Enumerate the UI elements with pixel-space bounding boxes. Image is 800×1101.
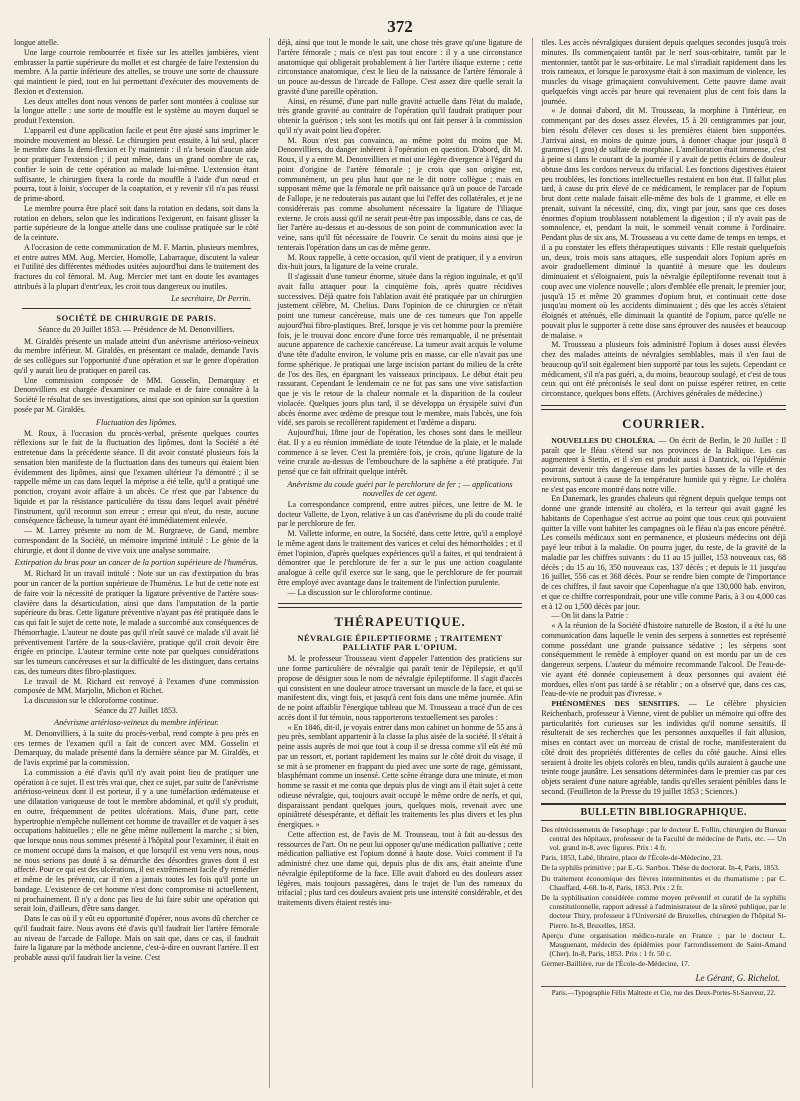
subheading-perchlorure: Anévrisme du coude guéri par le perchlorure de fer ; — applications nouvelles de cet agent. bbox=[287, 479, 513, 498]
paragraph: La commission a été d'avis qu'il n'y avait point lieu de pratiquer une opération à ce sujet. Il est très vrai que, chez ce sujet, par suite de l'anévrisme artérioso-veineux dont il est porteur, il y a une tuméfaction œdémateuse et une dilatation variqueuse de tout le membre abdominal, et qu'il s'y produit, en outre, fréquemment de petites ulcérations. Mais, d'une part, cette hypertrophie n'empêche nullement cet homme de travailler et de vaquer à ses occupations habituelles ; elle ne gêne même nullement la marche ; si bien, que lorsque nous nous sommes présenté à l'hôpital pour l'examiner, il était en ce moment occupé dans la maison, et que lorsqu'il est venu vers nous, nous ne nous serions pas douté à sa démarche des désordres graves dont il est affecté. Pour ce qui est des ulcérations, il est extrêmement facile d'y remédier et même de les prévenir, car il n'en a jamais toutes les fois qu'il porte un bandage. L'existence de cet homme n'est donc compromise ni actuellement, ni prochainement. Il n'y a donc pas lieu de lui faire subir une opération qui serait loin, d'ailleurs, d'être sans danger. bbox=[14, 767, 259, 914]
biblio-entry: Du traitement économique des fièvres intermittentes et du rhumatisme ; par C. Chauffard, 4-68. In-8, Paris, 1853. Prix : 2 fr. bbox=[541, 873, 786, 892]
subheading-fluctuation: Fluctuation des lipômes. bbox=[95, 417, 177, 427]
paragraph: Cette affection est, de l'avis de M. Trousseau, tout à fait au-dessus des ressources de l'art. On ne peut lui opposer qu'une médication palliative ; cette médication palliative est l'opium donné à haute dose. Voici comment il l'a administré chez une dame qui, depuis plus de dix ans, était atteinte d'une névralgie épileptiforme de la face. Elle avait d'abord eu des douleurs assez légères, mais toujours passagères, dans le trajet de l'un des rameaux du trifacial ; plus tard ces douleurs avaient pris une intensité considérable, et des traitements divers étaient restés inu- bbox=[277, 829, 523, 907]
biblio-entry: Des rétrécissements de l'œsophage ; par le docteur E. Follin, chirurgien du Bureau central des hôpitaux, professeur de la Faculté de médecine de Paris, etc. — Un vol. grand in-8, avec figures. Prix : 4 fr. bbox=[541, 824, 786, 852]
divider bbox=[541, 405, 786, 410]
paragraph: Dans le cas où il y eût eu opportunité d'opérer, nous avons dû chercher ce qu'il faudrait faire. Nous avons été d'avis qu'il faudrait lier l'artère fémorale au niveau de l'arcade de Fallope. Mais on sait que, dans ce cas, il faudrait faire la ligature par la méthode ancienne, c'est-à-dire en ouvrant l'artère. Il est probable aussi qu'il faudrait lier la veine. C'est bbox=[14, 914, 259, 962]
section-title-bulletin: BULLETIN BIBLIOGRAPHIQUE. bbox=[541, 803, 786, 821]
biblio-entry: Aperçu d'une organisation médico-rurale en France ; par le docteur L. Mauguenant, médecin des épidémies pour l'arrondissement de Saint-Amand (Cher). In-8, Paris, 1853. Prix : 1 fr. 50 c. bbox=[541, 930, 786, 959]
secretary-signature: Le secrétaire, Dr Perrin. bbox=[171, 293, 251, 303]
society-title: SOCIÉTÉ DE CHIRURGIE DE PARIS. bbox=[56, 313, 217, 323]
paragraph: Les deux attelles dont nous venons de parler sont montées à coulisse sur la longue attelle : une sorte de mouffle est le système au moyen duquel se produit l'extension. bbox=[14, 96, 259, 125]
run-in-heading: PHÉNOMÈNES DES SENSITIFS. bbox=[551, 699, 680, 708]
session-subtitle-2: Séance du 27 Juillet 1853. bbox=[94, 705, 178, 715]
column-2 bbox=[269, 38, 523, 1088]
paragraph: Le membre pourra être placé soit dans la rotation en dedans, soit dans la rotation en dehors, selon que les indications l'exigeront, en faisant glisser la partie supérieure de la longue attelle dans une coulisse pratiquée sur le côté de la ceinture. bbox=[14, 203, 259, 242]
paragraph: « A la réunion de la Société d'histoire naturelle de Boston, il a été lu une communication dans laquelle le venin des serpens à sonnettes est représenté comme possédant une grande puissance sédative ; les sérpens sont conséquemment le remède à employer quand on est mordu par un de ces dangereux serpens. L'auteur du mémoire recommande l'alcool. De l'eau-de-vie ayant été donnée copieusement à deux personnes qui avaient été mordues, elles n'ont pas tardé à se rétablir ; on a observé que, dans ces cas, l'eau-de-vie ne produit pas d'ivresse. » bbox=[541, 621, 786, 699]
paragraph: « Je donnai d'abord, dit M. Trousseau, la morphine à l'intérieur, en commençant par des doses assez élevées, 15 à 20 centigrammes par jour, bien résolu d'élever ces doses si les premières étaient bien supportées. J'arrivai ainsi, en moins de quinze jours, à donner chaque jour jusqu'à 8 grammes (1 gros) de sulfate de morphine. L'amélioration était immense, c'est à peine si dans le courant de la journée il y avait de petits éclairs de douleur obtuse dans les cordons nerveux du trifacial. Les fonctions digestives étaient peu troublées, les fonctions intellectuelles restaient en bon état. Il fallut plus tard, à cause du prix élevé de ce médicament, le remplacer par de l'opium brut dont cette malade faisait elle-même des bols de 1 gramme, et elle en prenait, suivant la nécessité, cinq, dix, vingt par jour, sans que ces doses énormes d'opium troublassent notablement la digestion ; il n'y avait pas de somnolence, et, pendant la nuit, le sommeil venait comme à l'ordinaire. Pendant plus de six ans, M. Trousseau a vu cette dame de temps en temps, et il a pu constater les effets thérapeutiques suivants : Elle restait quelquefois un, deux, trois mois sans attaques, elle suspendait alors l'opium après en avoir graduellement diminué la quantité à mesure que les douleurs diminuaient et s'éloignaient, puis la névralgie épileptiforme revenait tout à coup avec une violence nouvelle ; alors d'emblée elle prenait, le premier jour, jusqu'à 15 et même 20 grammes d'opium brut, et continuait cette dose jusqu'au moment où les accidents diminuaient ; dès que les accès s'étaient éloignés et atténués, elle diminuait la quantité de l'opium, parce qu'elle ne pouvait plus le supporter à cette dose sans éprouver des nausées et beaucoup de malaise. » bbox=[541, 106, 786, 340]
paragraph: M. Trousseau a plusieurs fois administré l'opium à doses aussi élevées chez des malades atteints de névralgies semblables, mais il s'en faut de beaucoup qu'il soit également bien supporté par tous les sujets. Cependant ce médicament, s'il n'a pas guéri, a, du moins, beaucoup soulagé, et c'est de tous ceux qui ont été préconisés le seul dont on puisse espérer retirer, en cette circonstance, quelques bons effets. (Archives générales de médecine.) bbox=[541, 340, 786, 398]
paragraph: La correspondance comprend, entre autres pièces, une lettre de M. le docteur Vallette, de Lyon, relative à un cas d'anévrisme du pli du coude traité par le perchlorure de fer. bbox=[277, 499, 523, 529]
paragraph: Une large courroie rembourrée et fixée sur les attelles jambières, vient embrasser la partie supérieure du mollet et est chargée de faire l'extension du membre. A la partie inférieure des attelles, se trouve une sorte de chaussure qui maintient le pied, tout en lui permettant d'exécuter des mouvements de flexion et d'extension. bbox=[14, 47, 259, 96]
section-title-therapeutique: THÉRAPEUTIQUE. bbox=[334, 614, 466, 630]
paragraph: M. Richard lit un travail intitulé : Note sur un cas d'extirpation du bras pour un cancer de la portion supérieure de l'humérus. Le but de cette note est de faire voir la nécessité de pratiquer la ligature préventive de l'artère sous-clavière dans la désarticulation, ainsi que dans l'amputation de la partie supérieure du bras. Cette ligature préventive n'ayant pas été pratiquée dans le cas qui fait le sujet de cette note, le malade a succombé aux conséquences de l'hémorrhagie. L'auteur ne doute pas qu'il n'eût sauvé ce malade s'il avait lié préventivement l'artère de la sous-clavière, pratique qu'il croit devoir être érigée en principe. L'auteur termine cette note par quelques considérations sur les tumeurs cancéreuses et sur la difficulté de les distinguer, dans certains cas, des tumeurs dites fibro-plastiques. bbox=[14, 569, 259, 676]
gerant-signature: Le Gérant, G. Richelot. bbox=[695, 972, 781, 983]
divider bbox=[278, 603, 523, 608]
paragraph: M. Roux, à l'occasion du procès-verbal, présente quelques courtes réflexions sur le fait de la fluctuation des lipômes, dont la Société a été entretenue dans la précédente séance. Il dit avoir constaté plusieurs fois la sensation bien manifeste de la fluctuation dans des tumeurs qui étaient bien évidemment des lipômes, ainsi que l'examen ultérieur l'a démontré ; il se rappelle même un cas dans lequel la méprise a été telle, qu'il a pratiqué une ponction, croyant avoir affaire à un abcès. Ce n'est que par l'absence du liquide et par la résistance particulière du tissu dans lequel avait pénétré l'instrument, qu'il reconnut son erreur ; erreur qui n'eut, du reste, aucune conséquence fâcheuse, la tumeur ayant été immédiatement enlevée. bbox=[14, 428, 259, 526]
subheading-anevrisme: Anévrisme artérioso-veineux du membre inférieur. bbox=[54, 717, 219, 727]
biblio-entry: De la syphilisation considérée comme moyen préventif et curatif de la syphilis constitutionnelle, rapport adressé à l'administrateur de la sûreté publique, par le docteur Thiry, professeur à l'Université de Bruxelles, chirurgien de l'hôpital St-Pierre. In-8, Bruxelles, 1853. bbox=[541, 892, 786, 930]
paragraph: Une commission composée de MM. Gosselin, Demarquay et Denonvilliers est chargée d'examiner ce malade et de faire connaître à la Société le résultat de ses investigations, ainsi que son opinion sur la question posée par M. Giraldès. bbox=[14, 375, 259, 414]
columns bbox=[14, 38, 786, 1088]
paragraph: tiles. Les accès névralgiques duraient depuis quelques secondes jusqu'à trois minutes. Ils commençaient tantôt par le nerf sous-orbitaire, tantôt par le mentonnier, tantôt par le sus-orbitaire. Le mal s'irradiait rapidement dans les trois rameaux, et lorsque le paroxysme était à son maximum de violence, les muscles du visage grimaçaient convulsivement. Cette pauvre dame avait quelquefois vingt accès par heure qui revenaient plus de cent fois dans la journée. bbox=[541, 38, 786, 106]
biblio-entry: Paris, 1853, Labé, libraire, place de l'École-de-Médecine, 23. bbox=[541, 853, 723, 863]
run-in-heading: NOUVELLES DU CHOLÉRA. bbox=[551, 435, 656, 445]
paragraph: En Danemark, les grandes chaleurs qui règnent depuis quelque temps ont donné une grande intensité au choléra, et la terreur qui avait gagné les habitants de Copenhague s'est accrue au point que tous ceux qui pouvaient quitter la ville vont habiter les campagnes où le fléau n'a pas encore pénétré. Les conseils médicaux sont en permanence, et plusieurs médecins ont déjà payé leur tribut à la maladie. On pourra juger, du reste, de la gravité de la maladie par les chiffres suivants : du 11 au 15 juillet, 153 nouveaux cas, 68 décès ; du 15 au 16, 350 nouveaux cas, 137 décès ; et depuis le 11 jusqu'au 16 juillet, 556 cas et 368 décès. Pour se rendre bien compte de l'importance de ces chiffres, il faut savoir que Copenhague n'a que 130,000 hab. environ, et que ce chiffre correspondrait, pour une ville comme Paris, à 3 ou 4,000 cas et à 12 ou 1,500 décès par jour. bbox=[541, 494, 786, 611]
bibliography-list bbox=[541, 825, 786, 969]
paragraph-text: — On écrit de Berlin, le 20 Juillet : Il paraît que le fléau s'étend sur nos provinces de la Baltique. Les cas augmentent à Stettin, et il s'en est produit aussi à Dantzick, où l'épidémie pourrait devenir très dangereuse dans les parties basses de la ville et des environs, surtout à cause de la température humide qui y règne. Le choléra ne s'est pas encore montré dans notre ville. bbox=[541, 435, 786, 494]
paragraph: M. Denonvilliers, à la suite du procès-verbal, rend compte à peu près en ces termes de l'examen qu'il a fait de concert avec MM. Gosselin et Demarquay, du malade présenté dans la dernière séance par M. Giraldès, et de l'avis exprimé par la commission. bbox=[14, 728, 259, 767]
paragraph bbox=[541, 436, 786, 495]
paragraph: L'appareil est d'une application facile et peut être ajusté sans imprimer le moindre mouvement au blessé. Le chirurgien peut ensuite, à lui seul, placer le membre dans la demi-flexion et l'y maintenir : il n'a besoin d'aucun aide pour pratiquer l'extension ; il peut même, dans un grand nombre de cas, confier le soin de cette opération au malade lui-même. L'extension étant suffisante, le chirurgien fixera la corde du mouffle à l'aide d'un nœud et pourra, tout à loisir, s'occuper de la coaptation, et y revenir s'il n'a pas réussi de prime-abord. bbox=[14, 125, 259, 203]
paragraph-text: — Le célèbre physicien Reichenbach, professeur à Vienne, vient de publier un mémoire qui offre des particularités fort curieuses sur les individus qu'il nomme sensitifs. Il résulterait de ses recherches que les personnes auxquelles il fait allusion, mises en contact avec un morceau de cristal de roche, manifesteraient du côté droit des propriétés différentes de celles du côté gauche. Ainsi elles seraient à droite les objets colorés en bleu, tandis qu'ils auraient à gauche une teinte rouge jaunâtre. Les sensations déterminées dans le premier cas par ces objets seraient d'une nature agréable, tandis qu'elles seraient pénibles dans le second. (Feuilleton de la Presse du 19 juillet 1853 ; Sciences.) bbox=[541, 699, 786, 796]
column-3 bbox=[532, 38, 786, 1088]
paragraph: longue attelle. bbox=[14, 38, 59, 47]
paragraph: — La discussion sur le chloroforme continue. bbox=[287, 587, 433, 597]
paragraph: — M. Larrey présente au nom de M. Burgraeve, de Gand, membre correspondant de la Société, un mémoire imprimé intitulé : Le génie de la chirurgie, et dont il donne de vive voix une analyse sommaire. bbox=[14, 526, 259, 555]
column-1 bbox=[14, 38, 259, 1088]
paragraph: — On lit dans la Patrie : bbox=[551, 611, 629, 621]
page-number: 372 bbox=[387, 17, 413, 36]
paragraph: M. Vallette informe, en outre, la Société, dans cette lettre, qu'il a employé le même agent dans le traitement des varices et celui des hémorrhoïdes ; et il émet l'opinion, d'après quelques expériences qu'il a faites, et qui tendraient à démontrer que le perchlorure de fer a sur le pus une action coagulante analogue à celle qu'il exerce sur le sang, que le perchlorure de fer pourrait être employé avec avantage dans le traitement de l'infection purulente. bbox=[277, 529, 523, 587]
section-title-courrier: COURRIER. bbox=[622, 415, 706, 431]
article-heading-nevralgie: NÉVRALGIE ÉPILEPTIFORME ; TRAITEMENT PALLIATIF PAR L'OPIUM. bbox=[297, 634, 503, 653]
paragraph: Aujourd'hui, 18me jour de l'opération, les choses sont dans le meilleur état. Il y a eu réunion immédiate de toute l'étendue de la plaie, et le malade commence à se lever. C'est la première fois, je crois, qu'une ligature de la veine crurale au-dessus de l'embouchure de la saphène a été pratiquée. J'ai pensé que ce fait offrirait quelque intérêt. bbox=[277, 428, 523, 476]
paragraph: M. Roux rappelle, à cette occasion, qu'il vient de pratiquer, il y a environ dix-huit jours, la ligature de la veine crurale. bbox=[277, 252, 523, 272]
paragraph: Ainsi, en résumé, d'une part nulle gravité actuelle dans l'état du malade, très grande gravité au contraire de l'opération qu'il faudrait pratiquer pour obtenir la guérison ; tels sont les motifs qui ont fait penser à la commission qu'il n'y avait point lieu d'opérer. bbox=[277, 96, 523, 135]
paragraph: M. Roux n'est pas convaincu, au même point du moins que M. Denonvilliers, du danger inhérent à l'opération en question. D'abord, dit M. Roux, il y a entre M. Denonvilliers et moi une légère divergence à l'égard du point d'origine de l'artère fémorale ; je crois que son origine est, communément, un peu plus haut que ne le dit notre collègue ; mais en supposant même que la fémorale ne prît naissance qu'à un pouce de l'arcade de Fallope, je ne redouterais pas autant que lui l'effet des collatérales, et je ne considérerais pas comme absolument nécessaire la ligature de l'iliaque externe. Je crois aussi qu'il ne serait peut-être pas impossible, dans ce cas, de lier l'artère au-dessus et au-dessous de son point de communication avec la veine, sans qu'il fût nécessaire de l'ouvrir. Ce serait du moins ainsi que je tenterais l'opération dans un cas de même genre. bbox=[277, 135, 523, 252]
paragraph: M. le professeur Trousseau vient d'appeler l'attention des praticiens sur une forme particulière de névralgie qui paraît tenir de l'épilepsie, et qu'il propose de désigner sous le nom de névralgie épileptiforme. Il s'agit d'accès qui consistent en une douleur atroce traversant un muscle de la face, et qui se manifestent dix, vingt fois, et jusqu'à cent fois dans une même journée. Afin de ne point affaiblir l'énergique tableau que M. Trousseau a tracé d'un de ces accès dont il fut témoin, nous rapporterons textuellement ses paroles : bbox=[277, 654, 523, 722]
biblio-entry: De la syphilis primitive ; par E.-G. Sarrhos. Thèse du doctorat. In-4, Paris, 1853. bbox=[541, 863, 780, 873]
divider bbox=[22, 308, 251, 309]
paragraph: Le travail de M. Richard est renvoyé à l'examen d'une commission composée de MM. Marjolin, Michon et Richet. bbox=[14, 676, 259, 696]
biblio-entry: Germer-Baillière, rue de l'École-de-Médecine, 17. bbox=[541, 959, 690, 969]
paragraph: « En 1846, dit-il, je voyais entrer dans mon cabinet un homme de 55 ans à peu près, semblant appartenir à la classe la plus aisée de la société. Il s'était à peine assis auprès de moi que tout à coup il se dressa comme s'il eût été mû par un ressort, et, portant rapidement les mains sur le côté droit du visage, il se mit à se promener en frappant du pied avec une sorte de rage, gémissant, blasphémant comme un insensé. Cette scène étrange dura une minute, et mon homme se rassit et me conta que depuis plus de vingt ans il était sujet à cette odieuse névralgie, qui, toujours avait occupé le même ordre de nerfs, et qui, disparaissant pendant quelques jours, quelques mois, revenait avec une opiniâtreté désespérante, et défiait les traitements les plus divers et les plus énergiques. » bbox=[277, 722, 523, 829]
paragraph: déjà, ainsi que tout le monde le sait, une chose très grave qu'une ligature de l'artère fémorale ; mais ce n'est pas tout encore : il y a une circonstance anatomique qui obligerait probablement à lier l'artère iliaque externe ; cette circonstance anatomique, c'est le lieu de la naissance de l'artère fémorale à un pouce au-dessus de l'arcade de Fallope. C'est assez dire quelle serait la gravité d'une pareille opération. bbox=[277, 38, 523, 96]
subheading-extirpation: Extirpation du bras pour un cancer de la portion supérieure de l'humérus. bbox=[14, 558, 259, 568]
paragraph: M. Giraldès présente un malade atteint d'un anévrisme artérioso-veineux du membre inférieur. M. Giraldès, en présentant ce malade, demande l'avis de ses collègues sur l'opportunité d'une opération et sur le genre d'opération qu'il y aurait lieu de pratiquer en pareil cas. bbox=[14, 336, 259, 375]
paragraph: A l'occasion de cette communication de M. F. Martin, plusieurs membres, et entre autres MM. Aug. Mercier, Homolle, Labarraque, discutent la valeur et l'utilité des différentes méthodes usitées aujourd'hui dans le traitement des fractures du col fémoral. M. Aug. Mercier met tant en doute les avantages attribués à la plupart d'entr'eux, les croit tous dangereux ou inutiles. bbox=[14, 242, 259, 291]
paragraph: La discussion sur le chloroforme continue. bbox=[24, 696, 159, 705]
printer-imprint: Paris.—Typographie Félix Malteste et Cie, rue des Deux-Portes-St-Sauveur, 22. bbox=[541, 986, 786, 997]
paragraph bbox=[541, 699, 786, 797]
paragraph: Il s'agissait d'une tumeur énorme, située dans la région inguinale, et qu'il avait fallu attaquer pour la cinquième fois, après quatre récidives successives. Déjà quatre fois l'ablation avait été pratiquée par un chirurgien justement célèbre, M. Chelius. Dans l'opinion de ce chirurgien ce n'était point une tumeur cancéreuse, mais une de ces tumeurs que l'on appelle aujourd'hui fibro-plastiques. Bref, lorsque je vis cet homme pour la première fois, je le trouvai donc encore d'une force très remarquable, il ne présentait aucune apparence de cachexie cancéreuse. La tumeur avait acquis le volume d'une tête d'adulte environ, le volume pris en masse, car elle n'avait pas une forme sphérique. Je pratiquai une large incision partant du milieu de la crête de l'os des îles, en épargnant les vaisseaux principaux. Le début était peu rassurant. Cependant le lendemain ce ne fut pas sans une vive satisfaction que je vis le retour de la chaleur normale et la disparition de la couleur violacée. Quelques jours plus tard, il se développa un érysipèle suivi d'un abcès énorme avec œdème de presque tout le membre, mais l'abcès, une fois vidé, ses parois se recollèrent rapidement et l'œdème a disparu. bbox=[277, 272, 523, 428]
session-subtitle: Séance du 20 Juillet 1853. — Présidence de M. Denonvilliers. bbox=[38, 324, 235, 334]
